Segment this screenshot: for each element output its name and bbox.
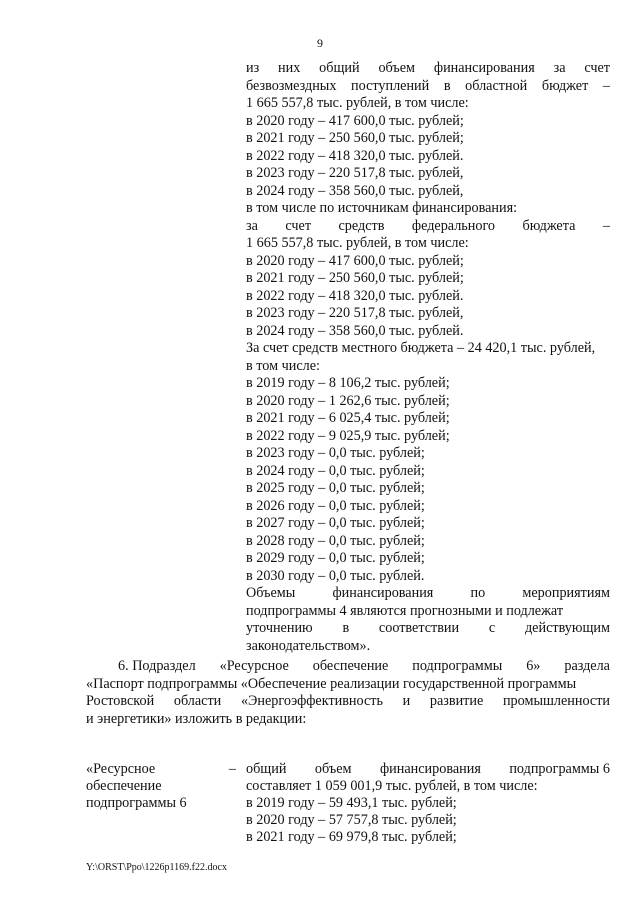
federal-year-line: в 2024 году – 358 560,0 тыс. рублей. xyxy=(246,322,464,339)
word: уточнению xyxy=(246,620,313,636)
note-line-1 xyxy=(246,585,610,603)
local-year-line: в 2020 году – 1 262,6 тыс. рублей; xyxy=(246,392,450,409)
section-6-line-4: и энергетики» изложить в редакции: xyxy=(86,710,307,727)
word: действующим xyxy=(524,620,610,636)
section-6-line-2: «Паспорт подпрограммы «Обеспечение реализации государственной программы xyxy=(86,675,577,692)
year-line: в 2024 году – 358 560,0 тыс. рублей, xyxy=(246,182,464,199)
local-year-line: в 2021 году – 6 025,4 тыс. рублей; xyxy=(246,410,450,426)
resource-label-line-2: обеспечение xyxy=(86,778,162,794)
note-line-4: законодательством». xyxy=(246,637,371,654)
word: объем xyxy=(314,761,352,777)
word: бюджет xyxy=(541,77,589,94)
resource-label-text: «Ресурсное xyxy=(86,761,156,777)
local-year-line: в 2019 году – 8 106,2 тыс. рублей; xyxy=(246,375,450,391)
word: мероприятиям xyxy=(522,585,610,601)
word: и xyxy=(402,693,411,709)
word: в xyxy=(342,620,350,636)
word: в xyxy=(443,77,451,94)
word: общий xyxy=(246,761,287,777)
word: поступлений xyxy=(351,77,430,94)
section-6-paragraph xyxy=(86,658,610,728)
note-line-3 xyxy=(246,620,610,638)
word: «Ресурсное xyxy=(219,658,289,674)
resource-content-line-1 xyxy=(246,761,610,778)
label-dash: – xyxy=(228,761,236,777)
word: финансирования xyxy=(332,585,434,601)
word: финансирования xyxy=(433,60,535,76)
word: счет xyxy=(285,217,312,234)
section-6-line-1 xyxy=(86,658,610,676)
federal-year-line: в 2021 году – 250 560,0 тыс. рублей; xyxy=(246,270,464,286)
federal-line-1 xyxy=(246,218,610,236)
word: 6. Подраздел xyxy=(118,658,196,674)
federal-year-line: в 2023 году – 220 517,8 тыс. рублей, xyxy=(246,305,464,321)
local-year-line: в 2028 году – 0,0 тыс. рублей; xyxy=(246,532,425,549)
local-year-line: в 2029 году – 0,0 тыс. рублей; xyxy=(246,550,425,566)
resource-year-line: в 2021 году – 69 979,8 тыс. рублей; xyxy=(246,829,457,845)
note-line-2: подпрограммы 4 являются прогнозными и подлежат xyxy=(246,602,564,619)
federal-year-line: в 2022 году – 418 320,0 тыс. рублей. xyxy=(246,287,464,304)
word: объем xyxy=(378,60,416,76)
word: – xyxy=(602,77,610,94)
year-line: в 2022 году – 418 320,0 тыс. рублей. xyxy=(246,147,464,164)
word: Ростовской xyxy=(86,693,155,709)
resource-label-cell xyxy=(86,761,236,812)
word: федерального xyxy=(411,217,496,234)
resource-label-line-1 xyxy=(86,761,236,778)
word: развитие xyxy=(429,693,484,709)
word: бюджета xyxy=(522,217,576,234)
local-year-line: в 2023 году – 0,0 тыс. рублей; xyxy=(246,445,425,461)
intro-line-2 xyxy=(246,78,610,96)
word: финансирования xyxy=(379,761,481,777)
word: Объемы xyxy=(246,585,296,601)
word: «Энергоэффективность xyxy=(240,693,383,709)
local-year-line: в 2025 году – 0,0 тыс. рублей; xyxy=(246,480,425,496)
word: подпрограммы 6 xyxy=(509,761,610,777)
word: – xyxy=(602,217,610,234)
resource-content-cell xyxy=(246,761,610,846)
word: 6» xyxy=(526,658,541,674)
resource-year-line: в 2020 году – 57 757,8 тыс. рублей; xyxy=(246,812,457,828)
local-year-line: в 2030 году – 0,0 тыс. рублей. xyxy=(246,567,425,584)
intro-line-1 xyxy=(246,60,610,78)
word: за xyxy=(553,60,566,76)
year-line: в 2021 году – 250 560,0 тыс. рублей; xyxy=(246,130,464,146)
word: с xyxy=(488,620,496,636)
word: счет xyxy=(584,60,610,76)
page-number: 9 xyxy=(317,36,323,50)
local-year-line: в 2022 году – 9 025,9 тыс. рублей; xyxy=(246,427,450,444)
word: соответствии xyxy=(378,620,460,636)
word: за xyxy=(246,217,258,234)
local-budget-line-2: в том числе: xyxy=(246,357,320,374)
word: по xyxy=(470,585,486,601)
word: промышленности xyxy=(502,693,610,709)
local-budget-line: За счет средств местного бюджета – 24 420,1 тыс. рублей, xyxy=(246,340,596,356)
word: общий xyxy=(319,60,360,76)
word: подпрограммы xyxy=(412,658,503,674)
word: безвозмездных xyxy=(246,77,337,94)
federal-year-line: в 2020 году – 417 600,0 тыс. рублей; xyxy=(246,252,464,269)
word: раздела xyxy=(564,658,610,674)
word: из xyxy=(246,60,260,76)
funding-block xyxy=(246,60,610,655)
section-6-line-3 xyxy=(86,693,610,711)
word: обеспечение xyxy=(312,658,389,674)
word: областной xyxy=(465,77,528,94)
resource-total-line: составляет 1 059 001,9 тыс. рублей, в том числе: xyxy=(246,778,538,794)
word: них xyxy=(278,60,301,76)
local-year-line: в 2024 году – 0,0 тыс. рублей; xyxy=(246,462,425,479)
local-year-line: в 2026 году – 0,0 тыс. рублей; xyxy=(246,497,425,514)
resource-label-line-3: подпрограммы 6 xyxy=(86,795,187,811)
local-year-line: в 2027 году – 0,0 тыс. рублей; xyxy=(246,515,425,531)
intro-total-line: 1 665 557,8 тыс. рублей, в том числе: xyxy=(246,95,469,111)
year-line: в 2020 году – 417 600,0 тыс. рублей; xyxy=(246,112,464,129)
federal-total-line: 1 665 557,8 тыс. рублей, в том числе: xyxy=(246,235,469,251)
resource-year-line: в 2019 году – 59 493,1 тыс. рублей; xyxy=(246,795,457,811)
year-line: в 2023 году – 220 517,8 тыс. рублей, xyxy=(246,165,464,181)
word: средств xyxy=(338,217,385,234)
sources-line: в том числе по источникам финансирования: xyxy=(246,200,518,216)
word: области xyxy=(173,693,222,709)
file-path-footer: Y:\ORST\Ppo\1226p1169.f22.docx xyxy=(86,862,227,873)
